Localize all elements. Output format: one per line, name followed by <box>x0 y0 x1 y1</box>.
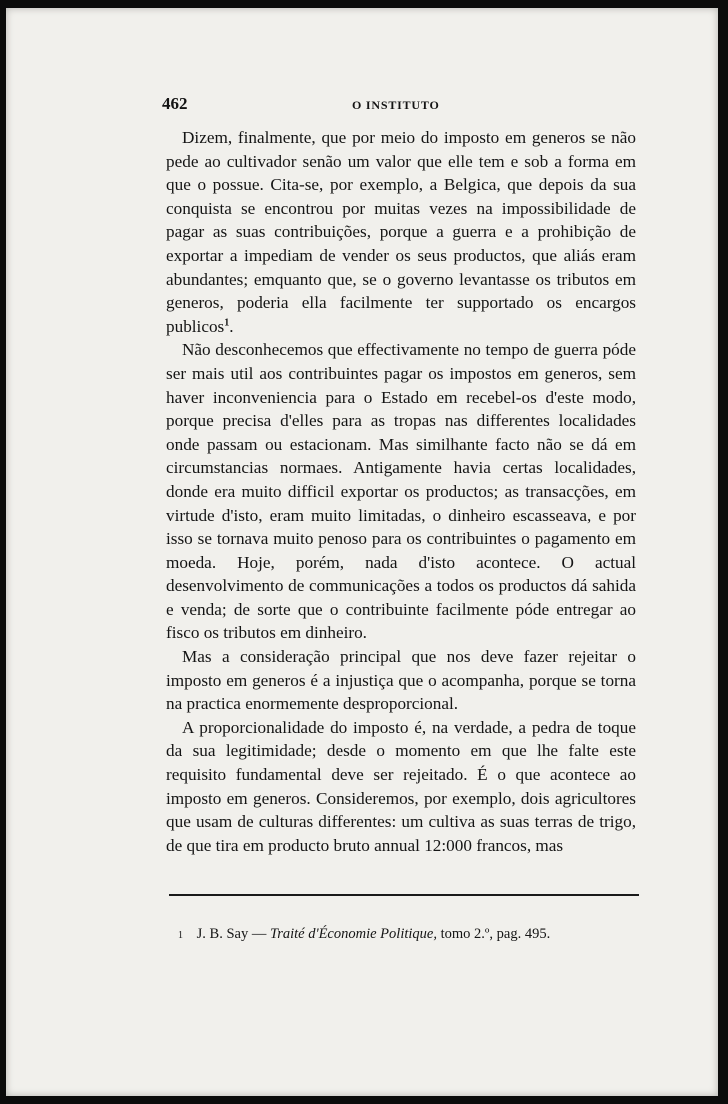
paragraph <box>166 645 636 716</box>
paragraph-text: Mas a consideração principal que nos deve fazer rejeitar o imposto em generos é a injustiça que o acompanha, porque se torna na practica enormemente desproporcional. <box>166 647 636 714</box>
page-number: 462 <box>162 94 188 113</box>
paragraph-text: Não desconhecemos que effectivamente no tempo de guerra póde ser mais util aos contribuintes pagar os impostos em generos, sem haver inconveniencia para o Estado em recebel-os d'este modo, porque precisa d'elles para as tropas nas differentes localidades onde passam ou estacionam. Mas similhante facto não se dá em circumstancias normaes. Antigamente havia certas localidades, donde era muito difficil exportar os productos; as transacções, em virtude d'isto, eram muito limitadas, o dinheiro escasseava, e por isso se tornava muito penoso para os contribuintes o pagamento em moeda. Hoje, porém, nada d'isto acontece. O actual desenvolvimento de communicações a todos os productos dá sahida e venda; de sorte que o contribuinte facilmente póde entregar ao fisco os tributos em dinheiro. <box>166 340 636 643</box>
paragraph-text: A proporcionalidade do imposto é, na verdade, a pedra de toque da sua legitimidade; desde o momento em que lhe falte este requisito fundamental deve ser rejeitado. É o que acontece ao imposto em generos. Consideremos, por exemplo, dois agricultores que usam de culturas differentes: um cultiva as suas terras de trigo, de que tira em producto bruto annual 12:000 francos, mas <box>166 717 636 855</box>
body-text <box>166 126 636 857</box>
footnote-work-title: Traité d'Économie Politique, <box>269 926 437 942</box>
paragraph <box>166 338 636 645</box>
footnote-reference: 1 <box>224 317 230 329</box>
paragraph-text: Dizem, finalmente, que por meio do imposto em generos se não pede ao cultivador senão um valor que elle tem e sob a forma em que o possue. Cita-se, por exemplo, a Belgica, que depois da sua conquista se encontrou por muitas vezes na impossibilidade de pagar as suas contribuições, porque a guerra e a prohibição de exportar a impediam de vender os seus productos, que aliás eram abundantes; emquanto que, se o governo levantasse os tributos em generos, poderia ella facilmente ter supportado os encargos publicos <box>166 128 636 336</box>
paragraph <box>166 716 636 858</box>
paragraph <box>166 126 636 338</box>
footnote <box>178 926 638 943</box>
footnote-author: J. B. Say — <box>196 926 267 942</box>
footnote-mark: 1 <box>178 930 183 941</box>
footnote-details: tomo 2.º, pag. 495. <box>440 926 551 942</box>
paragraph-end: . <box>229 316 234 336</box>
footnote-divider <box>169 894 639 896</box>
running-title: O INSTITUTO <box>352 98 440 112</box>
page-header <box>162 94 642 118</box>
document-page <box>6 8 718 1096</box>
